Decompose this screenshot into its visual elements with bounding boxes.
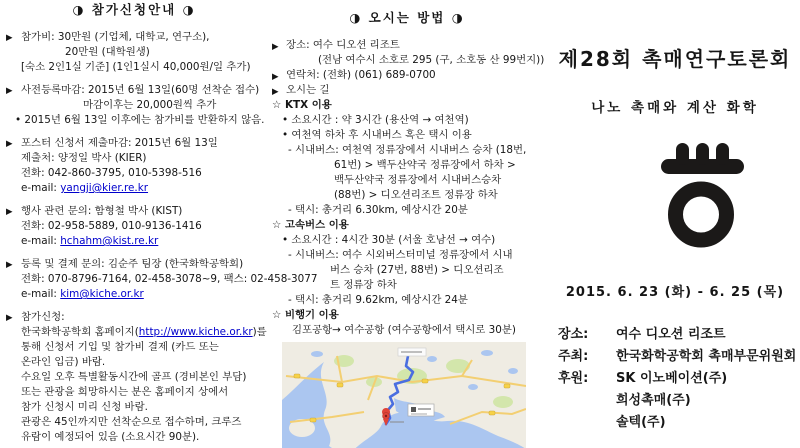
host-value: 한국화학공학회 촉매부문위원회 bbox=[616, 349, 797, 364]
event-title: 제28회 촉매연구토론회 bbox=[558, 47, 792, 71]
event-info-block bbox=[552, 325, 798, 432]
directions-header: ◑ 오시는 방법 ◑ bbox=[349, 10, 465, 25]
homepage-prefix: 한국화학공학회 홈페이지( bbox=[21, 326, 139, 338]
application-line6: 또는 관광을 희망하시는 분은 홈페이지 상에서 bbox=[21, 386, 229, 398]
poster-email-link[interactable]: yangji@kier.re.kr bbox=[60, 182, 149, 194]
sponsor-label-empty bbox=[558, 413, 604, 432]
fee-line3: [숙소 2인1실 기준] (1인1실시 40,000원/일 추가) bbox=[21, 61, 251, 73]
poster-line1: 포스터 신청서 제출마감: 2015년 6월 13일 bbox=[21, 137, 218, 149]
how-to-come-text: 오시는 길 bbox=[286, 84, 330, 96]
star-bullet-icon: ☆ bbox=[272, 309, 282, 321]
contact-text: 연락처: (전화) (061) 689-0700 bbox=[286, 69, 436, 81]
ktx-taxi: - 택시: 총거리 6.30km, 예상시간 20분 bbox=[288, 204, 468, 216]
application-line9: 유람이 예정되어 있음 (소요시간 90분). bbox=[21, 431, 200, 443]
event-inquiry-phone: 전화: 02-958-5889, 010-9136-1416 bbox=[21, 220, 202, 232]
sponsor-value-1: SK 이노베이션(주) bbox=[616, 371, 728, 386]
event-inquiry-email-line bbox=[21, 234, 262, 249]
payment-inquiry-email-line bbox=[21, 287, 262, 302]
sponsor-row-2 bbox=[558, 391, 798, 410]
bus-taxi: - 택시: 총거리 9.62km, 예상시간 24분 bbox=[288, 294, 468, 306]
star-bullet-icon: ☆ bbox=[272, 219, 282, 231]
venue-label: 장소: bbox=[558, 327, 589, 342]
homepage-link[interactable]: http://www.kiche.or.kr bbox=[138, 326, 253, 338]
preregistration-item bbox=[6, 83, 265, 128]
ktx-transfer: • 여천역 하차 후 시내버스 혹은 택시 이용 bbox=[282, 129, 472, 141]
bus-city-line2: 버스 승차 (27번, 88번) > 디오션리조 bbox=[330, 264, 504, 276]
event-email-link[interactable]: hchahm@kist.re.kr bbox=[60, 235, 159, 247]
arrow-bullet-icon: ▶ bbox=[6, 313, 13, 323]
arrow-bullet-icon: ▶ bbox=[6, 86, 13, 96]
contact-line bbox=[272, 68, 542, 83]
ktx-bus-line4: (88번) > 디오션리조트 정류장 하차 bbox=[334, 189, 498, 201]
arrow-bullet-icon: ▶ bbox=[6, 33, 13, 43]
arrow-bullet-icon: ▶ bbox=[6, 139, 13, 149]
how-to-come-line bbox=[272, 83, 542, 98]
ktx-bus-line3: 백두산약국 정류장에서 시내버스승차 bbox=[334, 174, 502, 186]
event-inquiry-item bbox=[6, 204, 262, 249]
bus-city-line1: - 시내버스: 여수 시외버스터미널 정류장에서 시내 bbox=[288, 249, 513, 261]
star-bullet-icon: ☆ bbox=[272, 99, 282, 111]
bus-city-line3: 트 정류장 하차 bbox=[330, 279, 397, 291]
sponsor-label: 후원: bbox=[558, 371, 589, 386]
sponsor-row-3 bbox=[558, 413, 798, 432]
event-subtitle: 나노 촉매와 계산 화학 bbox=[591, 100, 759, 116]
application-line3: 통해 신청서 기입 및 참가비 결제 (카드 또는 bbox=[21, 341, 219, 353]
email-label: e-mail: bbox=[21, 182, 61, 194]
airplane-section bbox=[272, 308, 542, 323]
fee-line2: 20만원 (대학원생) bbox=[65, 46, 150, 58]
application-line1: 참가신청: bbox=[21, 311, 65, 323]
host-row bbox=[558, 347, 798, 366]
sponsor-value-2: 희성촉매(주) bbox=[616, 393, 691, 408]
map-info-box bbox=[408, 404, 434, 416]
prereg-line1: 사전등록마감: 2015년 6월 13일(60명 선착순 접수) bbox=[21, 84, 260, 96]
payment-inquiry-item bbox=[6, 257, 318, 302]
registration-guide-header: ◑ 참가신청안내 ◑ bbox=[72, 2, 196, 17]
application-homepage-line bbox=[21, 325, 267, 340]
catalysis-society-logo bbox=[552, 141, 798, 251]
route-map bbox=[282, 342, 526, 448]
ktx-section bbox=[272, 98, 542, 113]
venue-line bbox=[272, 38, 542, 53]
application-item bbox=[6, 310, 267, 445]
application-line8: 관광은 45인까지만 선착순으로 접수하며, 크루즈 bbox=[21, 416, 242, 428]
venue-address: (전남 여수시 소호로 295 (구, 소호동 산 99번지)) bbox=[318, 54, 545, 66]
application-line4: 온라인 입금) 바람. bbox=[21, 356, 106, 368]
application-line7: 참가 신청시 미리 신청 바람. bbox=[21, 401, 148, 413]
arrow-bullet-icon: ▶ bbox=[6, 260, 13, 270]
map-start-label bbox=[398, 348, 426, 356]
prereg-line2: 마감이후는 20,000원씩 추가 bbox=[83, 99, 217, 111]
arrow-bullet-icon: ▶ bbox=[6, 207, 13, 217]
express-bus-title: 고속버스 이용 bbox=[284, 219, 349, 231]
sponsor-value-3: 솔텍(주) bbox=[616, 415, 666, 430]
host-label: 주최: bbox=[558, 349, 589, 364]
sponsor-label-empty bbox=[558, 391, 604, 410]
poster-contact-phone: 전화: 042-860-3795, 010-5398-516 bbox=[21, 167, 202, 179]
airplane-route: 김포공항→ 여수공항 (여수공항에서 택시로 30분) bbox=[292, 324, 516, 336]
email-label: e-mail: bbox=[21, 288, 61, 300]
event-inquiry-line1: 행사 관련 문의: 함형철 박사 (KIST) bbox=[21, 205, 183, 217]
ktx-duration: • 소요시간 : 약 3시간 (용산역 → 여천역) bbox=[282, 114, 469, 126]
email-label: e-mail: bbox=[21, 235, 61, 247]
sponsor-row bbox=[558, 369, 798, 388]
venue-value: 여수 디오션 리조트 bbox=[616, 327, 726, 342]
catalysis-society-logo-icon bbox=[661, 141, 745, 249]
payment-inquiry-phone: 전화: 070-8796-7164, 02-458-3078~9, 팩스: 02-458-3077 bbox=[21, 273, 318, 285]
poster-contact-email-line bbox=[21, 181, 262, 196]
poster-contact-name: 제출처: 양정일 박사 (KIER) bbox=[21, 152, 147, 164]
airplane-title: 비행기 이용 bbox=[284, 309, 339, 321]
ktx-bus-line1: - 시내버스: 여천역 정류장에서 시내버스 승차 (18번, bbox=[288, 144, 527, 156]
fee-line1: 참가비: 30만원 (기업체, 대학교, 연구소), bbox=[21, 31, 210, 43]
arrow-bullet-icon: ▶ bbox=[272, 87, 279, 97]
prereg-note: • 2015년 6월 13일 이후에는 참가비를 반환하지 않음. bbox=[15, 114, 265, 126]
venue-row bbox=[558, 325, 798, 344]
payment-email-link[interactable]: kim@kiche.or.kr bbox=[60, 288, 144, 300]
payment-inquiry-line1: 등록 및 결제 문의: 김순주 팀장 (한국화학공학회) bbox=[21, 258, 244, 270]
venue-text: 장소: 여수 디오션 리조트 bbox=[286, 39, 400, 51]
express-bus-section bbox=[272, 218, 542, 233]
ktx-bus-line2: 61번) > 백두산약국 정류장에서 하차 > bbox=[334, 159, 516, 171]
homepage-suffix: )를 bbox=[252, 326, 267, 338]
fee-item bbox=[6, 30, 262, 75]
event-date: 2015. 6. 23 (화) - 6. 25 (목) bbox=[565, 285, 785, 300]
poster-deadline-item bbox=[6, 136, 262, 196]
bus-duration: • 소요시간 : 4시간 30분 (서울 호남선 → 여수) bbox=[282, 234, 496, 246]
event-summary-column bbox=[552, 0, 798, 435]
directions-column bbox=[272, 10, 545, 448]
route-map-svg bbox=[282, 342, 526, 448]
arrow-bullet-icon: ▶ bbox=[272, 72, 279, 82]
ktx-title: KTX 이용 bbox=[284, 99, 332, 111]
application-line5: 수요일 오후 특별활동시간에 골프 (경비본인 부담) bbox=[21, 371, 247, 383]
arrow-bullet-icon: ▶ bbox=[272, 42, 279, 52]
